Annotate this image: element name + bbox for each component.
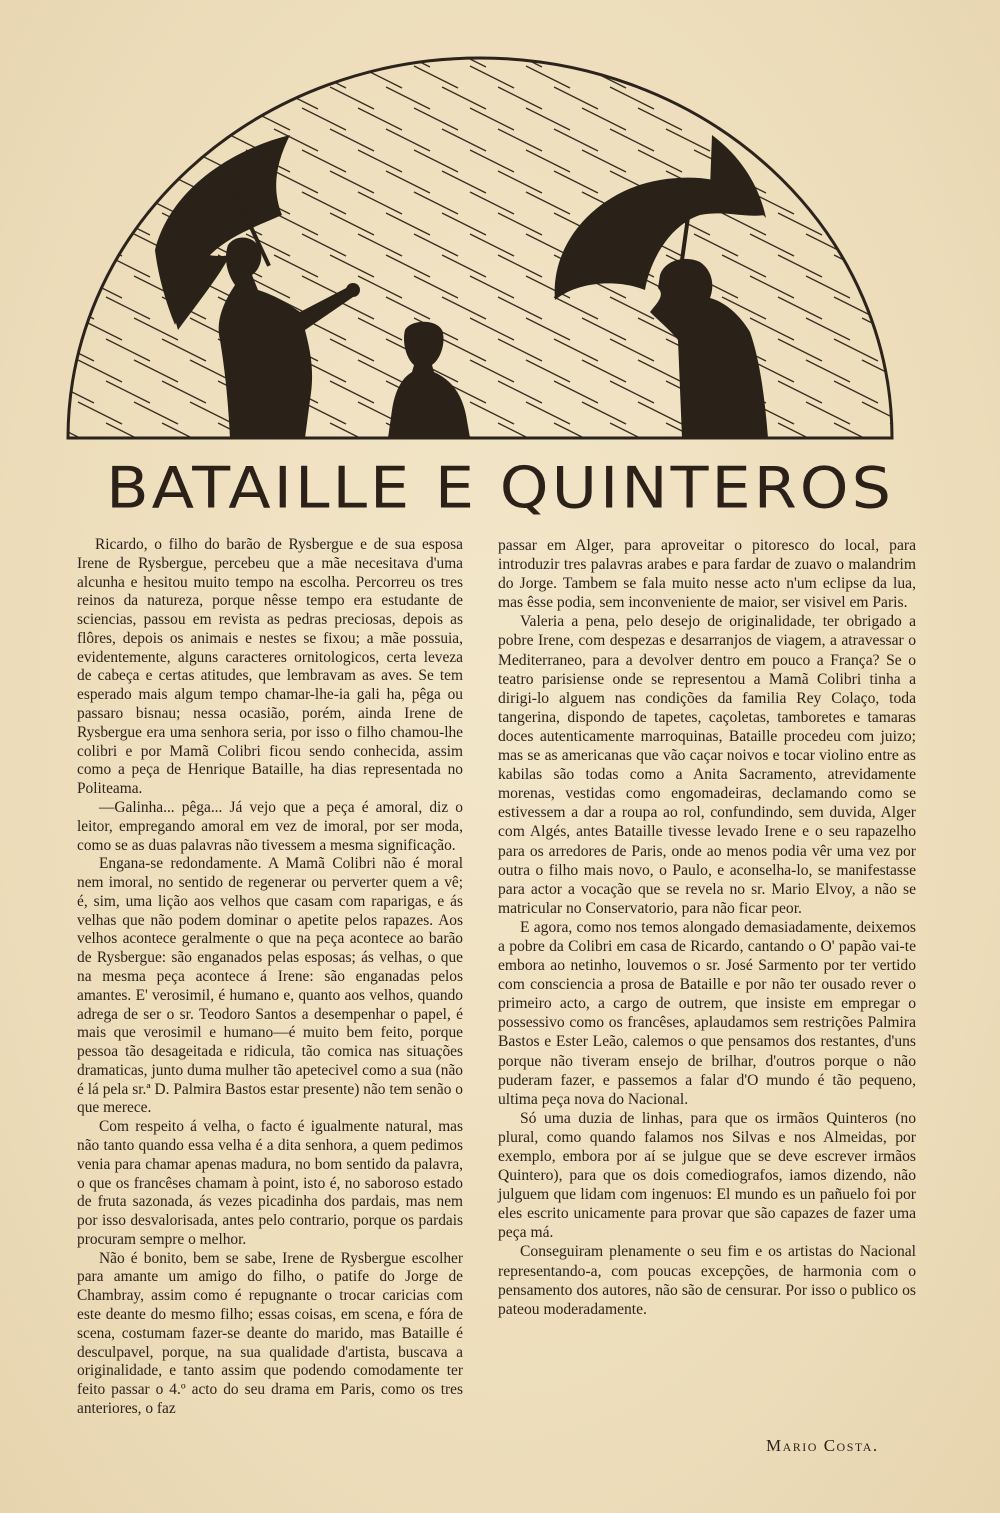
rain-stroke <box>862 108 900 130</box>
rain-stroke <box>890 255 900 277</box>
paragraph: —Galinha... pêga... Já vejo que a peça é amoral, diz o leitor, empregando amoral em vez de imoral, por ser moda, como se as duas palavras não tivessem a mesma significação. <box>77 798 463 854</box>
rain-stroke <box>274 213 318 235</box>
rain-stroke <box>246 444 290 450</box>
rain-stroke <box>610 129 654 151</box>
rain-stroke <box>638 444 682 450</box>
rain-stroke <box>862 150 900 172</box>
rain-stroke <box>414 444 458 450</box>
rain-stroke <box>582 150 626 172</box>
rain-stroke <box>554 129 598 151</box>
rain-stroke <box>806 234 850 256</box>
paragraph: Não é bonito, bem se sabe, Irene de Rysbergue escolher para amante um amigo do filho, o patife do Jorge de Chambray, assim como é repugnante o trocar caricias com este deante do mesmo filho; essas coisas, em scena, e fóra de scena, costumam fazer-se deante do marido, mas Bataille é desculpavel, porque, na sua qualidade d'artista, buscava a originalidade, e tanto assim que podendo comodamente ter feito passar o 4.º acto do seu drama em Paris, como os tres anteriores, o faz <box>77 1249 463 1417</box>
rain-stroke <box>610 45 654 67</box>
rain-stroke <box>106 87 150 109</box>
rain-stroke <box>470 192 514 214</box>
rain-stroke <box>862 360 900 382</box>
rain-stroke <box>834 339 878 361</box>
rain-stroke <box>890 129 900 151</box>
rain-stroke <box>498 87 542 109</box>
rain-stroke <box>638 402 682 424</box>
rain-stroke <box>778 423 822 445</box>
article-column-right <box>498 536 916 1319</box>
rain-stroke <box>470 108 514 130</box>
rain-stroke <box>358 444 402 450</box>
rain-stroke <box>302 150 346 172</box>
rain-stroke <box>414 150 458 172</box>
rain-stroke <box>470 402 514 424</box>
rain-stroke <box>582 444 626 450</box>
rain-stroke <box>470 444 514 450</box>
rain-stroke <box>526 192 570 214</box>
rain-stroke <box>694 234 738 256</box>
rain-stroke <box>274 255 318 277</box>
rain-stroke <box>78 66 122 88</box>
rain-stroke <box>358 192 402 214</box>
rain-stroke <box>722 87 766 109</box>
rain-stroke <box>610 297 654 319</box>
rain-stroke <box>806 150 850 172</box>
rain-stroke <box>498 381 542 403</box>
rain-stroke <box>190 108 234 130</box>
rain-stroke <box>526 150 570 172</box>
rain-stroke <box>78 192 122 214</box>
rain-stroke <box>60 381 94 403</box>
rain-stroke <box>246 66 290 88</box>
rain-stroke <box>498 129 542 151</box>
rain-stroke <box>750 318 794 340</box>
rain-stroke <box>330 171 374 193</box>
rain-stroke <box>778 255 822 277</box>
rain-stroke <box>722 255 766 277</box>
rain-stroke <box>470 66 514 88</box>
rain-stroke <box>722 213 766 235</box>
rain-stroke <box>526 444 570 450</box>
rain-stroke <box>218 87 262 109</box>
rain-stroke <box>162 129 206 151</box>
rain-stroke <box>890 339 900 361</box>
rain-stroke <box>834 213 878 235</box>
rain-stroke <box>582 360 626 382</box>
rain-stroke <box>610 423 654 445</box>
rain-stroke <box>106 423 150 445</box>
rain-stroke <box>274 45 318 67</box>
rain-stroke <box>60 171 94 193</box>
rain-stroke <box>666 45 710 67</box>
paragraph: Valeria a pena, pelo desejo de originalidade, ter obrigado a pobre Irene, com despezas e desarranjos de viagem, a atravessar o Mediterraneo, para a devolver dentro em pouco a França? Se o teatro parisiense onde se representou a Mamã Colibri tinha a dirigi-lo alguem nas condições da familia Rey Colaço, toda tangerina, dispondo de tapetes, caçoletas, tamboretes e tamaras doces autenticamente marroquinas, Bataille procedeu com juizo; mas se as americanas que vão caçar noivos e tocar violino entre as kabilas são todas como a Anita Sacramento, atrevidamente morenas, vestidas como engomadeiras, declamando como se estivessem a dar a roupa ao rol, confundindo, sem duvida, Alger com Algés, antes Bataille tivesse levado Irene e o seu rapazelho para os arredores de Paris, onde ao menos podia vêr uma vez por outra o filho mais novo, o Paulo, e aconselha-lo, se manifestasse para actor a vocação que se revela no sr. Mario Elvoy, a não se matricular no Conservatorio, para não ficar peor. <box>498 613 916 917</box>
rain-stroke <box>862 66 900 88</box>
article-column-left <box>77 536 463 1419</box>
rain-stroke <box>302 108 346 130</box>
rain-stroke <box>862 192 900 214</box>
rain-stroke <box>890 381 900 403</box>
rain-stroke <box>638 108 682 130</box>
rain-stroke <box>834 171 878 193</box>
rain-stroke <box>750 276 794 298</box>
rain-stroke <box>582 318 626 340</box>
rain-stroke <box>666 129 710 151</box>
rain-stroke <box>750 444 794 450</box>
rain-stroke <box>106 171 150 193</box>
rain-stroke <box>806 192 850 214</box>
rain-stroke <box>60 213 94 235</box>
rain-stroke <box>442 255 486 277</box>
rain-stroke <box>862 444 900 450</box>
rain-stroke <box>778 297 822 319</box>
rain-stroke <box>386 297 430 319</box>
rain-stroke <box>834 423 878 445</box>
rain-stroke <box>554 381 598 403</box>
rain-stroke <box>834 129 878 151</box>
rain-stroke <box>162 381 206 403</box>
rain-stroke <box>190 402 234 424</box>
paragraph: Ricardo, o filho do barão de Rysbergue e de sua esposa Irene de Rysbergue, percebeu que a mãe necesitava d'uma alcunha e hesitou muito tempo na escolha. Percorreu os tres reinos da natureza, porque nêsse tempo era estudante de sciencias, passou em revista as pedras preciosas, depois as flôres, depois os animais e nestes se fixou; a mãe possuia, evidentemente, alguns caracteres ornitologicos, certa leveza de cabeça e certas atitudes, que lembravam as aves. Se tem esperado mais algum tempo chamar-lhe-ia gali ha, pêga ou passaro bisnau; nessa ocasião, porém, ainda Irene de Rysbergue era uma senhora seria, por isso o filho chamou-lhe colibri e por Mamã Colibri ficou sendo conhecida, assim como a peça de Henrique Bataille, ha dias representada no Politeama. <box>77 536 463 798</box>
paragraph: Engana-se redondamente. A Mamã Colibri não é moral nem imoral, no sentido de regenerar ou perverter quem a vê; é, sim, uma lição aos velhos que casam com raparigas, e ás velhas que não podem dominar o apetite pelos rapazes. Aos velhos acontece geralmente o que na peça acontece ao barão de Rysbergue: são enganados pelas esposas; ás velhas, o que na mesma peça acontece á Irene: são enganadas pelos amantes. E' verosimil, é humano e, quanto aos velhos, quando adrega de ser o sr. Teodoro Santos a desempenhar o papel, é mais que verosimil e humano—é muito bem feito, porque pessoa tão desageitada e ridicula, tão comica nas situações dramaticas, junto duma mulher tão apetecivel como a sua (não é lá pela sr.ª D. Palmira Bastos estar presente) não tem senão o que merece. <box>77 855 463 1117</box>
rain-stroke <box>190 444 234 450</box>
rain-stroke <box>862 234 900 256</box>
rain-stroke <box>778 87 822 109</box>
rain-stroke <box>358 150 402 172</box>
rain-stroke <box>890 45 900 67</box>
rain-stroke <box>358 360 402 382</box>
rain-stroke <box>60 87 94 109</box>
rain-stroke <box>60 255 94 277</box>
rain-stroke <box>302 234 346 256</box>
rain-stroke <box>134 150 178 172</box>
rain-stroke <box>358 108 402 130</box>
rain-stroke <box>78 150 122 172</box>
rain-stroke <box>526 360 570 382</box>
rain-stroke <box>106 339 150 361</box>
rain-stroke <box>134 444 178 450</box>
rain-stroke <box>134 402 178 424</box>
rain-stroke <box>890 297 900 319</box>
article-title: BATAILLE E QUINTEROS <box>106 453 894 522</box>
rain-stroke <box>638 150 682 172</box>
paragraph: Conseguiram plenamente o seu fim e os artistas do Nacional representando-a, com poucas excepções, de harmonia com o pensamento dos autores, não são de censurar. Por isso o publico os pateou moderadamente. <box>498 1243 916 1318</box>
rain-stroke <box>526 318 570 340</box>
paragraph: Só uma duzia de linhas, para que os irmãos Quinteros (no plural, como quando falamos nos Silvas e nos Almeidas, por exemplo, embora por aí se julgue que se deve escrever irmãos Quintero), para que os dois comediografos, iamos dizendo, não julguem que lidam com ingenuos: El mundo es un pañuelo foi por eles escrito unicamente para provar que são capazes de fazer uma peça má. <box>498 1109 916 1242</box>
rain-stroke <box>386 129 430 151</box>
rain-stroke <box>806 66 850 88</box>
rain-stroke <box>78 444 122 450</box>
rain-stroke <box>78 360 122 382</box>
rain-stroke <box>750 234 794 256</box>
rain-stroke <box>470 150 514 172</box>
rain-stroke <box>442 129 486 151</box>
rain-stroke <box>386 255 430 277</box>
rain-stroke <box>498 339 542 361</box>
rain-stroke <box>330 45 374 67</box>
rain-stroke <box>274 171 318 193</box>
rain-stroke <box>78 234 122 256</box>
rain-stroke <box>386 171 430 193</box>
rain-stroke <box>778 129 822 151</box>
rain-stroke <box>554 45 598 67</box>
rain-stroke <box>554 423 598 445</box>
rain-stroke <box>78 108 122 130</box>
rain-stroke <box>498 213 542 235</box>
rain-stroke <box>722 45 766 67</box>
rain-stroke <box>862 318 900 340</box>
rain-stroke <box>442 45 486 67</box>
rain-stroke <box>526 66 570 88</box>
rain-stroke <box>498 297 542 319</box>
rain-stroke <box>554 297 598 319</box>
rain-stroke <box>106 381 150 403</box>
rain-stroke <box>218 45 262 67</box>
rain-stroke <box>610 381 654 403</box>
rain-stroke <box>358 276 402 298</box>
rain-stroke <box>414 108 458 130</box>
rain-stroke <box>162 423 206 445</box>
rain-stroke <box>106 129 150 151</box>
rain-stroke <box>134 66 178 88</box>
rain-stroke <box>862 276 900 298</box>
rain-stroke <box>414 66 458 88</box>
rain-stroke <box>750 108 794 130</box>
paragraph: Com respeito á velha, o facto é igualmente natural, mas não tanto quando essa velha é a dita senhora, a quem pedimos venia para chamar apenas madura, no bom sentido da palavra, o que os francêses chamam à point, isto é, no saboroso estado de fruta sazonada, ás vezes picadinha dos pardais, mas nem por isso desvalorisada, antes pelo contrario, porque os pardais procuram sempre o melhor. <box>77 1118 463 1248</box>
rain-stroke <box>554 339 598 361</box>
paragraph: E agora, como nos temos alongado demasiadamente, deixemos a pobre da Colibri em casa de Ricardo, cantando o O' papão vai-te embora ao netinho, louvemos o sr. José Sarmento por ter vertido com consciencia a prosa de Bataille e por não ter ousado rever o primeiro acto, a cargo de outrem, que insiste em empregar o possessivo como os francêses, aplaudamos sem restrições Palmira Bastos e Ester Leão, calemos o que pensamos dos restantes, d'uns porque não tiveram ensejo de brilhar, d'outros porque o não puderam fazer, e passemos a falar d'O mundo é tão pequeno, ultima peça nova do Nacional. <box>498 918 916 1108</box>
rain-stroke <box>470 234 514 256</box>
rain-stroke <box>498 45 542 67</box>
rain-stroke <box>60 423 94 445</box>
rain-stroke <box>890 87 900 109</box>
rain-stroke <box>134 318 178 340</box>
rain-stroke <box>414 276 458 298</box>
man-with-umbrella-silhouette <box>555 135 768 438</box>
rain-stroke <box>442 339 486 361</box>
rain-stroke <box>470 276 514 298</box>
rain-stroke <box>330 213 374 235</box>
rain-stroke <box>386 87 430 109</box>
rain-stroke <box>638 360 682 382</box>
paragraph: passar em Alger, para aproveitar o pitoresco do local, para introduzir tres palavras arabes e para fardar de zuavo o malandrim do Jorge. Tambem se fala muito nesse acto n'um eclipse da lua, mas êsse podia, sem inconveniente de maior, ser visivel em Paris. <box>498 537 916 612</box>
rain-umbrella-illustration <box>60 40 900 450</box>
rain-stroke <box>526 108 570 130</box>
rain-stroke <box>498 171 542 193</box>
rain-stroke <box>750 66 794 88</box>
rain-stroke <box>442 87 486 109</box>
rain-stroke <box>554 87 598 109</box>
rain-stroke <box>694 66 738 88</box>
rain-stroke <box>414 192 458 214</box>
rain-stroke <box>806 444 850 450</box>
rain-stroke <box>442 213 486 235</box>
rain-stroke <box>106 297 150 319</box>
rain-stroke <box>806 108 850 130</box>
rain-stroke <box>60 129 94 151</box>
rain-stroke <box>386 213 430 235</box>
rain-stroke <box>358 234 402 256</box>
rain-stroke <box>890 213 900 235</box>
rain-stroke <box>498 423 542 445</box>
rain-stroke <box>582 108 626 130</box>
rain-stroke <box>806 318 850 340</box>
rain-stroke <box>78 402 122 424</box>
rain-stroke <box>162 87 206 109</box>
rain-stroke <box>162 45 206 67</box>
rain-stroke <box>470 318 514 340</box>
rain-stroke <box>694 444 738 450</box>
rain-stroke <box>330 255 374 277</box>
rain-stroke <box>890 171 900 193</box>
author-signature: Mario Costa. <box>766 1436 879 1455</box>
rain-stroke <box>834 255 878 277</box>
rain-stroke <box>554 171 598 193</box>
rain-stroke <box>358 318 402 340</box>
rain-stroke <box>470 360 514 382</box>
rain-stroke <box>162 339 206 361</box>
rain-stroke <box>442 297 486 319</box>
rain-stroke <box>330 381 374 403</box>
rain-stroke <box>778 339 822 361</box>
rain-stroke <box>330 339 374 361</box>
rain-stroke <box>610 339 654 361</box>
rain-stroke <box>806 360 850 382</box>
rain-stroke <box>60 45 94 67</box>
rain-stroke <box>666 87 710 109</box>
rain-stroke <box>302 192 346 214</box>
rain-stroke <box>834 45 878 67</box>
rain-stroke <box>862 402 900 424</box>
rain-stroke <box>330 87 374 109</box>
rain-stroke <box>134 360 178 382</box>
rain-stroke <box>526 402 570 424</box>
rain-stroke <box>834 87 878 109</box>
rain-stroke <box>498 255 542 277</box>
rain-stroke <box>106 45 150 67</box>
rain-stroke <box>414 234 458 256</box>
rain-stroke <box>778 381 822 403</box>
rain-stroke <box>442 171 486 193</box>
rain-stroke <box>778 45 822 67</box>
rain-stroke <box>330 423 374 445</box>
rain-stroke <box>330 129 374 151</box>
rain-stroke <box>302 444 346 450</box>
rain-stroke <box>834 381 878 403</box>
rain-stroke <box>190 66 234 88</box>
rain-stroke <box>806 402 850 424</box>
rain-stroke <box>134 108 178 130</box>
rain-stroke <box>806 276 850 298</box>
rain-stroke <box>638 66 682 88</box>
rain-stroke <box>582 402 626 424</box>
